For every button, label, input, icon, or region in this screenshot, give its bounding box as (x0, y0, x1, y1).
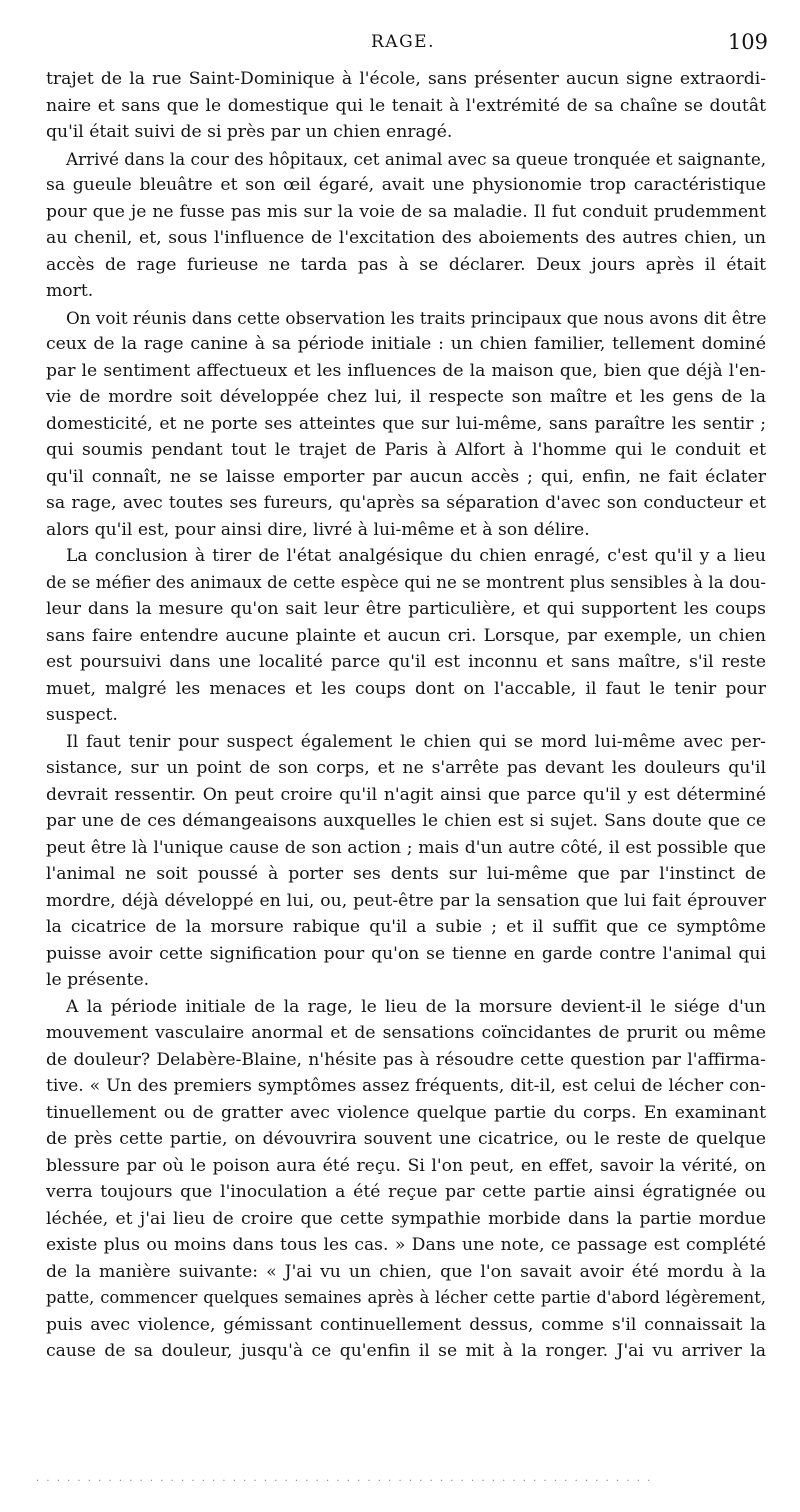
text-line: tive. « Un des premiers symptômes assez fréquents, dit-il, est celui de lécher con- (46, 1076, 766, 1096)
text-line: le présente. (46, 970, 150, 990)
text-line: muet, malgré les menaces et les coups dont on l'accable, il faut le tenir pour (46, 678, 766, 699)
text-line: de se méfier des animaux de cette espèce qui ne se montrent plus sensibles à la dou- (46, 572, 766, 592)
text-line: par le sentiment affectueux et les influences de la maison que, bien que déjà l'en- (46, 360, 766, 381)
text-line: mouvement vasculaire anormal et de sensations coïncidantes de prurit ou même (46, 1023, 766, 1043)
text-line: La conclusion à tirer de l'état analgésique du chien enragé, c'est qu'il y a lieu (66, 546, 766, 566)
text-line: de la manière suivante: « J'ai vu un chien, que l'on savait avoir été mordu à la (46, 1261, 766, 1282)
text-line: qui soumis pendant tout le trajet de Paris à Alfort à l'homme qui le conduit et (46, 440, 766, 460)
text-line: suspect. (46, 705, 118, 725)
text-line: sa rage, avec toutes ses fureurs, qu'après sa séparation d'avec son conducteur et (46, 493, 766, 513)
text-line: Il faut tenir pour suspect également le chien qui se mord lui-même avec per- (66, 731, 766, 752)
running-title: RAGE. (371, 32, 435, 52)
text-line: mort. (46, 281, 94, 301)
text-line: de douleur? Delabère-Blaine, n'hésite pas à résoudre cette question par l'affirma- (46, 1049, 766, 1070)
body-text (46, 66, 766, 1365)
text-line: alors qu'il est, pour ainsi dire, livré à lui-même et à son délire. (46, 519, 590, 540)
text-line: l'animal ne soit poussé à porter ses dents sur lui-même que par l'instinct de (46, 864, 766, 884)
text-line: de près cette partie, on dévouvrira souvent une cicatrice, ou le reste de quelque (46, 1129, 766, 1149)
text-line: trajet de la rue Saint-Dominique à l'école, sans présenter aucun signe extraordi- (46, 69, 766, 89)
bottom-printer-marks: · · · · · · · · · · · · · · · · · · · · · · · · · · · · · · · · · · · · · · · · · · · · · · · · · · · · · · · · · · · · (36, 1476, 653, 1482)
text-line: puis avec violence, gémissant continuellement dessus, comme s'il connaissait la (46, 1314, 766, 1335)
text-line: est poursuivi dans une localité parce qu'il est inconnu et sans maître, s'il reste (46, 652, 766, 672)
text-line: sa gueule bleuâtre et son œil égaré, avait une physionomie trop caractéristique (46, 175, 766, 195)
text-line: léchée, et j'ai lieu de croire que cette sympathie morbide dans la partie mordue (46, 1208, 766, 1229)
text-line: existe plus ou moins dans tous les cas. » Dans une note, ce passage est complété (46, 1235, 766, 1255)
text-line: verra toujours que l'inoculation a été reçue par cette partie ainsi égratignée ou (46, 1182, 766, 1202)
text-line: A la période initiale de la rage, le lieu de la morsure devient-il le siége d'un (66, 996, 766, 1017)
text-line: mordre, déjà développé en lui, ou, peut-être par la sensation que lui fait éprouver (46, 890, 766, 911)
text-line: devrait ressentir. On peut croire qu'il n'agit ainsi que parce qu'il y est déterminé (46, 784, 766, 805)
text-line: vie de mordre soit développée chez lui, il respecte son maître et les gens de la (46, 387, 766, 407)
text-line: puisse avoir cette signification pour qu'on se tienne en garde contre l'animal qui (46, 943, 766, 964)
text-line: qu'il connaît, ne se laisse emporter par aucun accès ; qui, enfin, ne fait éclater (46, 466, 766, 487)
text-line: tinuellement ou de gratter avec violence quelque partie du corps. En examinant (46, 1102, 766, 1123)
text-line: pour que je ne fusse pas mis sur la voie de sa maladie. Il fut conduit prudemment (46, 201, 766, 222)
text-line: la cicatrice de la morsure rabique qu'il a subie ; et il suffit que ce symptôme (46, 917, 766, 937)
text-line: naire et sans que le domestique qui le tenait à l'extrémité de sa chaîne se doutât (46, 95, 766, 116)
text-line: accès de rage furieuse ne tarda pas à se déclarer. Deux jours après il était (46, 254, 766, 275)
text-line: domesticité, et ne porte ses atteintes que sur lui-même, sans paraître les sentir ; (46, 413, 766, 434)
text-line: leur dans la mesure qu'on sait leur être particulière, et qui supportent les coups (46, 599, 766, 619)
page-number: 109 (727, 30, 768, 54)
text-line: patte, commencer quelques semaines après à lécher cette partie d'abord légèrement, (46, 1288, 766, 1307)
text-line: blessure par où le poison aura été reçu. Si l'on peut, en effet, savoir la vérité, on (46, 1155, 766, 1176)
running-head (38, 30, 768, 60)
text-line: au chenil, et, sous l'influence de l'excitation des aboiements des autres chien, un (46, 228, 766, 248)
text-line: Arrivé dans la cour des hôpitaux, cet animal avec sa queue tronquée et saignante, (66, 148, 766, 169)
text-line: On voit réunis dans cette observation les traits principaux que nous avons dit être (66, 307, 766, 328)
text-line: cause de sa douleur, jusqu'à ce qu'enfin il se mit à la ronger. J'ai vu arriver la (46, 1341, 766, 1361)
text-line: peut être là l'unique cause de son action ; mais d'un autre côté, il est possible que (46, 837, 766, 858)
text-line: ceux de la rage canine à sa période initiale : un chien familier, tellement dominé (46, 334, 766, 354)
text-line: par une de ces démangeaisons auxquelles le chien est si sujet. Sans doute que ce (46, 811, 766, 831)
text-line: sistance, sur un point de son corps, et ne s'arrête pas devant les douleurs qu'il (46, 758, 766, 778)
text-line: sans faire entendre aucune plainte et aucun cri. Lorsque, par exemple, un chien (46, 625, 766, 646)
text-line: qu'il était suivi de si près par un chien enragé. (46, 122, 453, 142)
